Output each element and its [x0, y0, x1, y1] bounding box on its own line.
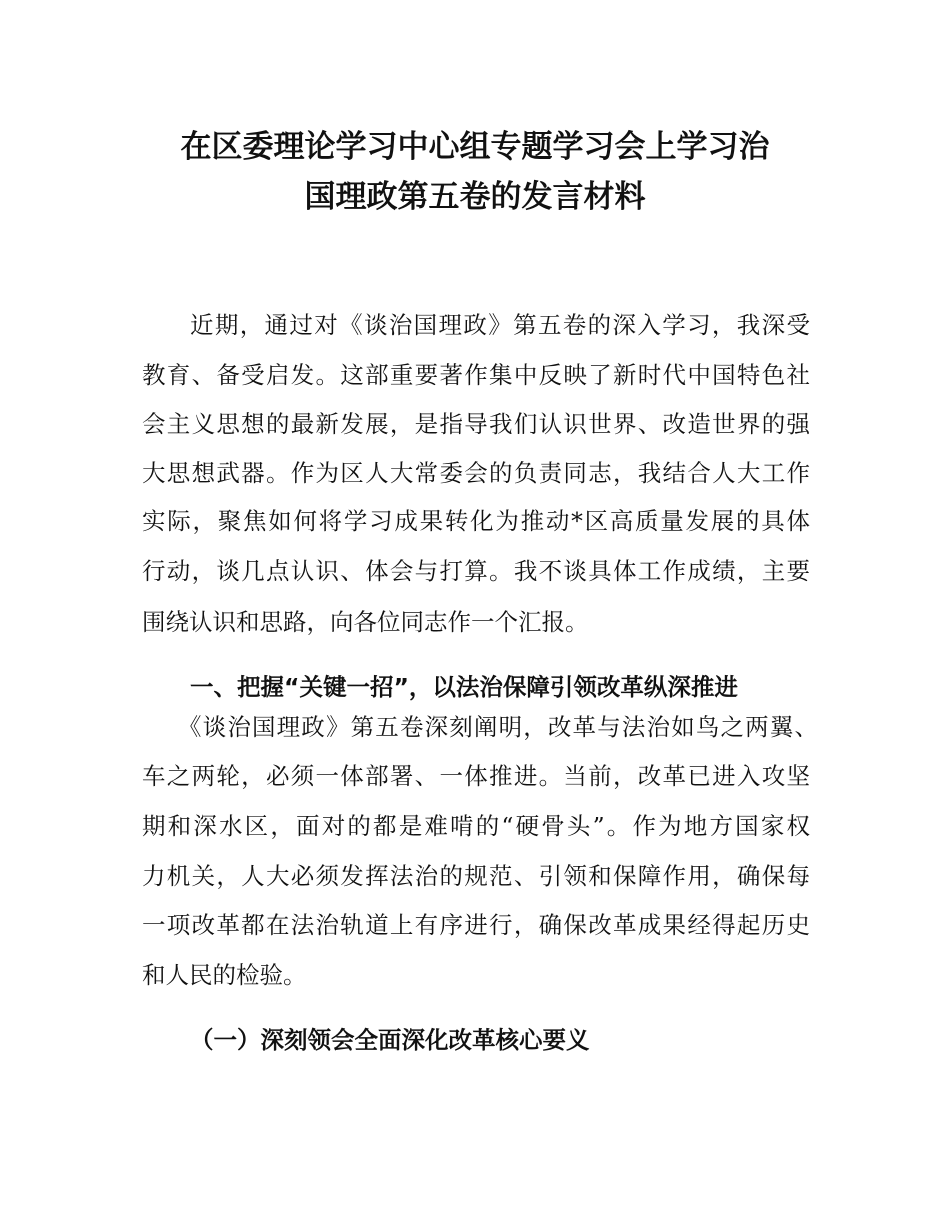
- paragraph-line: 期和深水区，面对的都是难啃的“硬骨头”。作为地方国家权: [142, 812, 810, 840]
- paragraph-line: 车之两轮，必须一体部署、一体推进。当前，改革已进入攻坚: [142, 762, 810, 790]
- subsection-heading-1: （一）深刻领会全面深化改革核心要义: [190, 1026, 590, 1054]
- section-heading-1: 一、把握“关键一招”，以法治保障引领改革纵深推进: [190, 673, 738, 701]
- paragraph-line: 《谈治国理政》第五卷深刻阐明，改革与法治如鸟之两翼、: [178, 713, 818, 741]
- paragraph-line: 一项改革都在法治轨道上有序进行，确保改革成果经得起历史: [142, 911, 810, 939]
- paragraph-line: 和人民的检验。: [142, 961, 307, 989]
- paragraph-line: 教育、备受启发。这部重要著作集中反映了新时代中国特色社: [142, 361, 810, 389]
- document-title-line-2: 国理政第五卷的发言材料: [304, 179, 646, 215]
- paragraph-line: 力机关，人大必须发挥法治的规范、引领和保障作用，确保每: [142, 862, 810, 890]
- paragraph-line: 行动，谈几点认识、体会与打算。我不谈具体工作成绩，主要: [142, 557, 810, 585]
- paragraph-line: 近期，通过对《谈治国理政》第五卷的深入学习，我深受: [190, 311, 810, 339]
- document-title-line-1: 在区委理论学习中心组专题学习会上学习治: [180, 129, 770, 165]
- paragraph-line: 实际，聚焦如何将学习成果转化为推动*区高质量发展的具体: [142, 507, 810, 535]
- paragraph-line: 大思想武器。作为区人大常委会的负责同志，我结合人大工作: [142, 459, 810, 487]
- paragraph-line: 围绕认识和思路，向各位同志作一个汇报。: [142, 608, 589, 636]
- paragraph-line: 会主义思想的最新发展，是指导我们认识世界、改造世界的强: [142, 410, 810, 438]
